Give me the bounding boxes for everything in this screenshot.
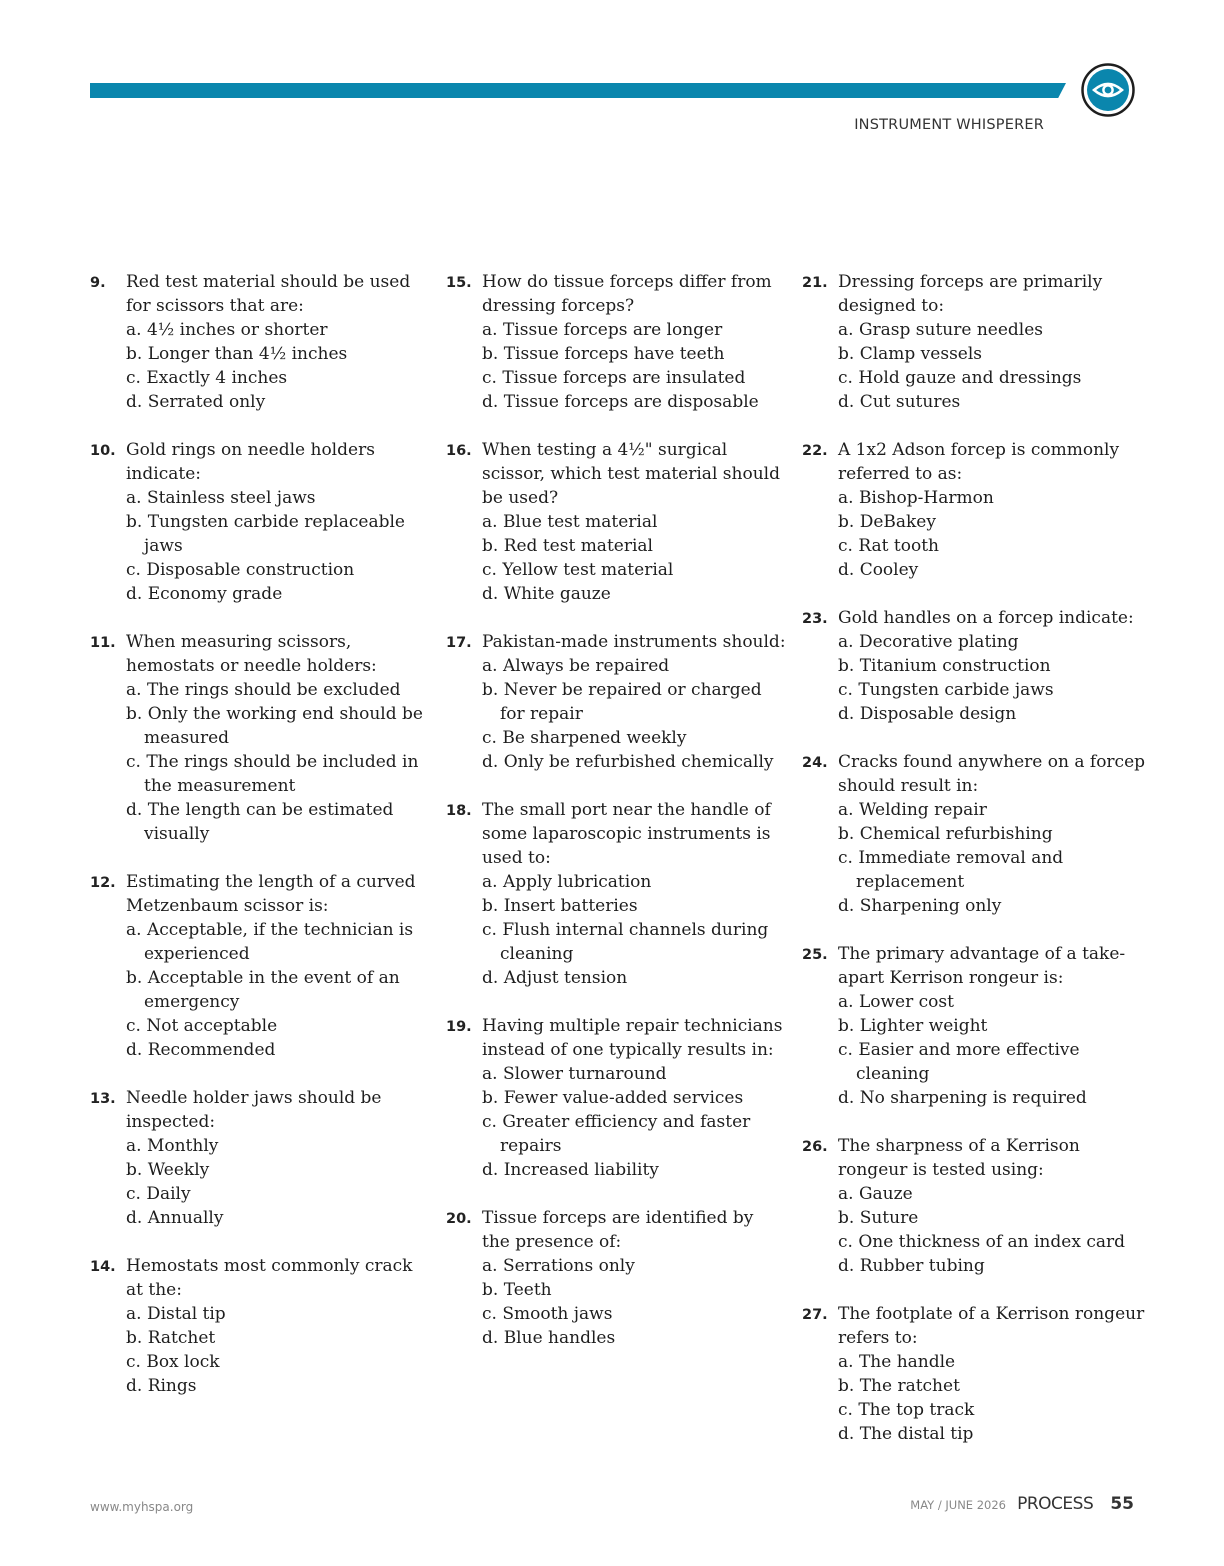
question-item <box>802 438 1147 582</box>
question-column-1 <box>90 270 430 1422</box>
question-item <box>90 438 430 606</box>
question-number: 15. <box>446 275 472 291</box>
question-item <box>446 1014 786 1182</box>
answer-option: a. Acceptable, if the technician is experienced <box>126 920 414 964</box>
question-item <box>90 270 430 414</box>
answer-option: c. Greater efficiency and faster repairs <box>482 1112 751 1156</box>
answer-option: b. Ratchet <box>126 1328 216 1348</box>
question-item <box>446 798 786 990</box>
question-number: 9. <box>90 275 106 291</box>
answer-option: b. Tungsten carbide replaceable jaws <box>126 512 405 556</box>
question-text: How do tissue forceps differ from dressing forceps? <box>482 272 772 316</box>
question-text: Having multiple repair technicians instead of one typically results in: <box>482 1016 783 1060</box>
question-number: 24. <box>802 755 828 771</box>
question-number: 18. <box>446 803 472 819</box>
question-item <box>446 630 786 774</box>
question-item <box>802 270 1147 414</box>
answer-option: d. Disposable design <box>838 704 1017 724</box>
answer-option: d. No sharpening is required <box>838 1088 1087 1108</box>
answer-option: a. Slower turnaround <box>482 1064 667 1084</box>
question-number: 25. <box>802 947 828 963</box>
answer-option: a. Bishop-Harmon <box>838 488 994 508</box>
answer-option: a. Monthly <box>126 1136 219 1156</box>
question-text: When measuring scissors, hemostats or needle holders: <box>126 632 377 676</box>
question-item <box>802 750 1147 918</box>
answer-option: b. Never be repaired or charged for repair <box>482 680 762 724</box>
answer-option: b. Weekly <box>126 1160 210 1180</box>
question-text: Gold handles on a forcep indicate: <box>838 608 1134 628</box>
footer-url: www.myhspa.org <box>90 1500 194 1514</box>
answer-option: c. Hold gauze and dressings <box>838 368 1082 388</box>
answer-option: d. Blue handles <box>482 1328 616 1348</box>
answer-option: d. Rubber tubing <box>838 1256 985 1276</box>
answer-option: c. Flush internal channels during cleaning <box>482 920 769 964</box>
answer-option: a. Serrations only <box>482 1256 635 1276</box>
question-text: Needle holder jaws should be inspected: <box>126 1088 382 1132</box>
answer-option: c. Yellow test material <box>482 560 674 580</box>
answer-option: b. DeBakey <box>838 512 936 532</box>
question-item <box>446 438 786 606</box>
answer-option: c. Disposable construction <box>126 560 355 580</box>
answer-option: d. Cut sutures <box>838 392 961 412</box>
question-text: A 1x2 Adson forcep is commonly referred to as: <box>838 440 1120 484</box>
answer-option: a. Decorative plating <box>838 632 1019 652</box>
answer-option: c. Be sharpened weekly <box>482 728 687 748</box>
answer-option: d. Cooley <box>838 560 919 580</box>
answer-option: c. Daily <box>126 1184 191 1204</box>
question-number: 27. <box>802 1307 828 1323</box>
answer-option: b. The ratchet <box>838 1376 960 1396</box>
footer-issue-date: MAY / JUNE 2026 <box>910 1498 1006 1512</box>
answer-option: a. Welding repair <box>838 800 987 820</box>
question-item <box>802 942 1147 1110</box>
question-number: 26. <box>802 1139 828 1155</box>
question-number: 19. <box>446 1019 472 1035</box>
answer-option: c. Tungsten carbide jaws <box>838 680 1054 700</box>
answer-option: c. Not acceptable <box>126 1016 278 1036</box>
question-text: The primary advantage of a take-apart Kerrison rongeur is: <box>838 944 1126 988</box>
answer-option: c. Box lock <box>126 1352 220 1372</box>
answer-option: b. Red test material <box>482 536 653 556</box>
answer-option: b. Titanium construction <box>838 656 1051 676</box>
question-number: 16. <box>446 443 472 459</box>
answer-option: c. Easier and more effective cleaning <box>838 1040 1080 1084</box>
answer-option: d. Serrated only <box>126 392 266 412</box>
question-item <box>802 1134 1147 1278</box>
answer-option: d. The length can be estimated visually <box>126 800 394 844</box>
answer-option: b. Fewer value-added services <box>482 1088 744 1108</box>
answer-option: a. The rings should be excluded <box>126 680 401 700</box>
page-number: 55 <box>1110 1494 1134 1514</box>
question-number: 22. <box>802 443 828 459</box>
question-number: 20. <box>446 1211 472 1227</box>
question-text: Tissue forceps are identified by the presence of: <box>482 1208 754 1252</box>
answer-option: d. Tissue forceps are disposable <box>482 392 759 412</box>
answer-option: d. Only be refurbished chemically <box>482 752 774 772</box>
answer-option: c. Smooth jaws <box>482 1304 613 1324</box>
question-item <box>90 870 430 1062</box>
answer-option: c. The rings should be included in the measurement <box>126 752 419 796</box>
question-number: 14. <box>90 1259 116 1275</box>
answer-option: a. 4½ inches or shorter <box>126 320 328 340</box>
answer-option: a. Blue test material <box>482 512 658 532</box>
eye-icon <box>1081 63 1135 117</box>
question-number: 17. <box>446 635 472 651</box>
question-number: 11. <box>90 635 116 651</box>
question-column-2 <box>446 270 786 1374</box>
answer-option: c. Tissue forceps are insulated <box>482 368 746 388</box>
footer-publication-info <box>910 1494 1134 1514</box>
answer-option: d. The distal tip <box>838 1424 974 1444</box>
answer-option: a. Lower cost <box>838 992 954 1012</box>
question-text: The sharpness of a Kerrison rongeur is tested using: <box>838 1136 1080 1180</box>
answer-option: a. Stainless steel jaws <box>126 488 316 508</box>
question-text: Estimating the length of a curved Metzenbaum scissor is: <box>126 872 416 916</box>
answer-option: b. Chemical refurbishing <box>838 824 1053 844</box>
question-column-3 <box>802 270 1147 1470</box>
question-number: 21. <box>802 275 828 291</box>
question-item <box>802 1302 1147 1446</box>
section-label: INSTRUMENT WHISPERER <box>854 117 1044 133</box>
answer-option: d. Economy grade <box>126 584 283 604</box>
answer-option: a. Always be repaired <box>482 656 670 676</box>
answer-option: b. Teeth <box>482 1280 552 1300</box>
question-text: Gold rings on needle holders indicate: <box>126 440 375 484</box>
question-item <box>90 1086 430 1230</box>
question-text: The footplate of a Kerrison rongeur refers to: <box>838 1304 1145 1348</box>
answer-option: b. Acceptable in the event of an emergency <box>126 968 400 1012</box>
answer-option: a. Apply lubrication <box>482 872 652 892</box>
question-text: Cracks found anywhere on a forcep should result in: <box>838 752 1146 796</box>
question-item <box>802 606 1147 726</box>
answer-option: b. Suture <box>838 1208 919 1228</box>
answer-option: a. The handle <box>838 1352 956 1372</box>
question-number: 10. <box>90 443 116 459</box>
answer-option: a. Tissue forceps are longer <box>482 320 723 340</box>
question-text: Dressing forceps are primarily designed to: <box>838 272 1103 316</box>
answer-option: b. Lighter weight <box>838 1016 988 1036</box>
question-item <box>446 270 786 414</box>
header-accent-bar <box>90 83 1066 98</box>
answer-option: c. Rat tooth <box>838 536 939 556</box>
question-text: Hemostats most commonly crack at the: <box>126 1256 413 1300</box>
answer-option: c. Exactly 4 inches <box>126 368 288 388</box>
question-text: Pakistan-made instruments should: <box>482 632 786 652</box>
answer-option: b. Tissue forceps have teeth <box>482 344 725 364</box>
question-text: The small port near the handle of some laparoscopic instruments is used to: <box>482 800 771 868</box>
question-number: 12. <box>90 875 116 891</box>
answer-option: d. Adjust tension <box>482 968 628 988</box>
answer-option: d. Annually <box>126 1208 224 1228</box>
answer-option: c. Immediate removal and replacement <box>838 848 1064 892</box>
answer-option: b. Longer than 4½ inches <box>126 344 348 364</box>
answer-option: b. Clamp vessels <box>838 344 983 364</box>
question-text: Red test material should be used for scissors that are: <box>126 272 411 316</box>
answer-option: b. Insert batteries <box>482 896 638 916</box>
footer-publication-name: PROCESS <box>1017 1494 1094 1514</box>
answer-option: d. White gauze <box>482 584 611 604</box>
answer-option: d. Increased liability <box>482 1160 659 1180</box>
question-text: When testing a 4½" surgical scissor, which test material should be used? <box>482 440 780 508</box>
answer-option: d. Sharpening only <box>838 896 1002 916</box>
answer-option: a. Distal tip <box>126 1304 226 1324</box>
question-number: 13. <box>90 1091 116 1107</box>
question-item <box>446 1206 786 1350</box>
answer-option: a. Gauze <box>838 1184 913 1204</box>
answer-option: b. Only the working end should be measured <box>126 704 423 748</box>
answer-option: d. Rings <box>126 1376 197 1396</box>
question-item <box>90 1254 430 1398</box>
answer-option: d. Recommended <box>126 1040 276 1060</box>
answer-option: a. Grasp suture needles <box>838 320 1044 340</box>
answer-option: c. One thickness of an index card <box>838 1232 1125 1252</box>
answer-option: c. The top track <box>838 1400 975 1420</box>
question-number: 23. <box>802 611 828 627</box>
question-item <box>90 630 430 846</box>
